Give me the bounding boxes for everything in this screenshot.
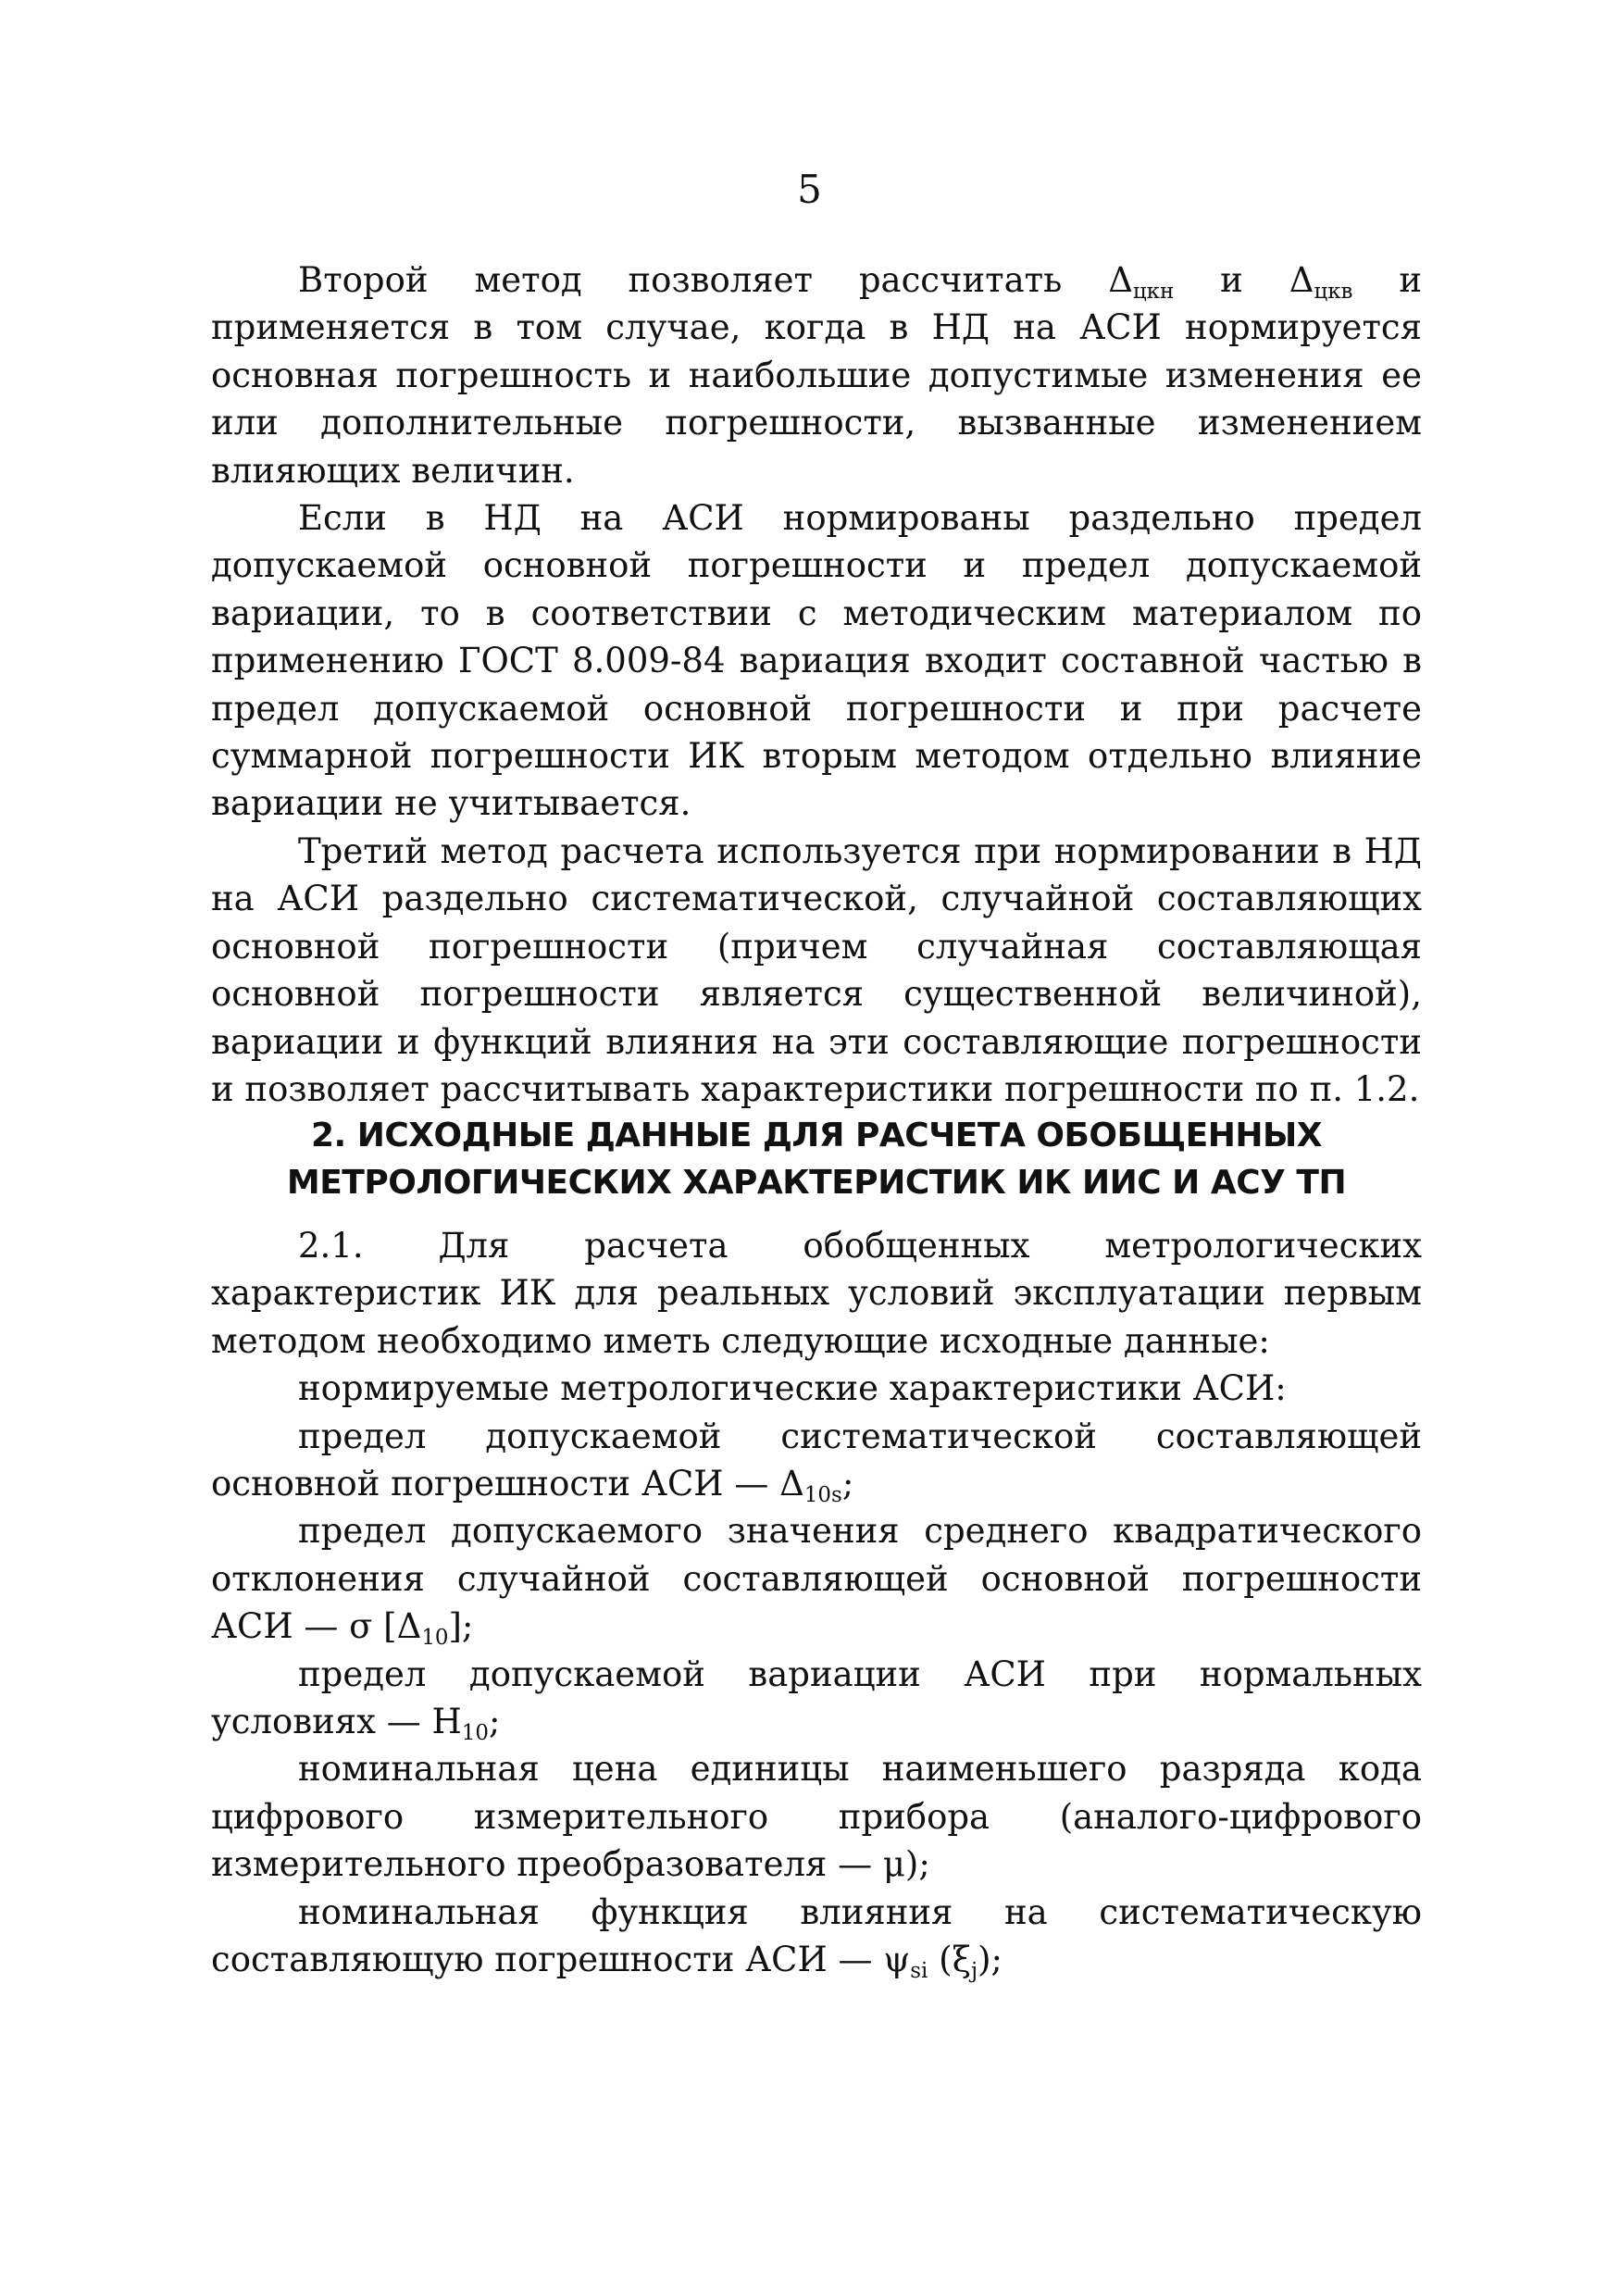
delta-upper-symbol: $\Delta_{цкв}$ — [1289, 260, 1353, 304]
paragraph-variation: Если в НД на АСИ нормированы раздельно предел допускаемой основной погрешности и предел допускаемой вариации, то в соответствии с методическим материалом по применению ГОСТ 8.009-84 вариация входит составной частью в предел допускаемой основной погрешности и при расчете суммарной погрешности ИК вторым методом отдельно влияние вариации не учитывается. — [211, 498, 1422, 824]
paragraph-text: Второй метод позволяет рассчитать — [298, 260, 1109, 300]
paragraph-text: номинальная функция влияния на систематическую составляющую погрешности АСИ — — [211, 1891, 1422, 1980]
paragraph-second-method — [211, 256, 1422, 494]
paragraph-normalized-characteristics: нормируемые метрологические характеристики АСИ: — [298, 1368, 1287, 1409]
xi-j-symbol: ($\xi_j$ — [928, 1940, 978, 1983]
text-block-input-data — [211, 1222, 1422, 1984]
delta-10s-symbol: $\Delta_{10s}$ — [779, 1464, 842, 1507]
section-heading — [211, 1112, 1422, 1206]
paragraph-systematic-limit: предел допускаемой систематической составляющей основной погрешности АСИ — $\Delta_{10s}$; — [211, 1416, 1422, 1507]
paragraph-influence-function: номинальная функция влияния на систематическую составляющую погрешности АСИ — $\psi_{si}$ $(\xi_j)$; — [211, 1891, 1422, 1983]
paragraph-digit-unit: номинальная цена единицы наименьшего разряда кода цифрового измерительного прибора (аналого-цифрового измерительного преобразователя — μ); — [211, 1749, 1422, 1885]
paragraph-random-deviation: предел допускаемого значения среднего квадратического отклонения случайной составляющей основной погрешности АСИ — σ $[\Delta_{10}]$; — [211, 1511, 1422, 1651]
paragraph-text: предел допускаемой вариации АСИ при нормальных условиях — — [211, 1653, 1422, 1742]
section-heading-line-1: 2. ИСХОДНЫЕ ДАННЫЕ ДЛЯ РАСЧЕТА ОБОБЩЕННЫХ — [310, 1117, 1323, 1154]
paragraph-text: предел допускаемого значения среднего квадратического отклонения случайной составляющей основной погрешности АСИ — σ [ — [211, 1511, 1422, 1647]
paragraph-third-method: Третий метод расчета используется при нормировании в НД на АСИ раздельно систематической, случайной составляющих основной погрешности (причем случайная составляющая основной погрешности является существенной величиной), вариации и функций влияния на эти составляющие погрешности и позволяет рассчитывать характеристики погрешности по п. 1.2. — [211, 830, 1422, 1109]
delta-lower-symbol: $\Delta_{цкн}$ — [1108, 260, 1175, 304]
delta-10-symbol: $\Delta_{10}$ — [396, 1606, 449, 1651]
section-heading-line-2: МЕТРОЛОГИЧЕСКИХ ХАРАКТЕРИСТИК ИК ИИС И АСУ ТП — [286, 1164, 1347, 1202]
psi-si-symbol: $\psi_{si}$ — [883, 1940, 928, 1983]
paragraph-text: и — [1174, 260, 1289, 300]
text-block-methods — [211, 256, 1422, 1113]
h-10-symbol: $H_{10}$ — [431, 1702, 489, 1745]
paragraph-text: и применяется в том случае, когда в НД на АСИ нормируется основная погрешность и наибольшие допустимые изменения ее или дополнительные погрешности, вызванные изменением влияющих величин. — [211, 260, 1423, 491]
paragraph-2-1: 2.1. Для расчета обобщенных метрологических характеристик ИК для реальных условий эксплуатации первым методом необходимо иметь следующие исходные данные: — [211, 1226, 1422, 1361]
paragraph-text: предел допускаемой систематической составляющей основной погрешности АСИ — — [211, 1416, 1422, 1504]
paragraph-variation-limit: предел допускаемой вариации АСИ при нормальных условиях — $H_{10}$; — [211, 1653, 1422, 1745]
page-number: 5 — [797, 167, 822, 212]
